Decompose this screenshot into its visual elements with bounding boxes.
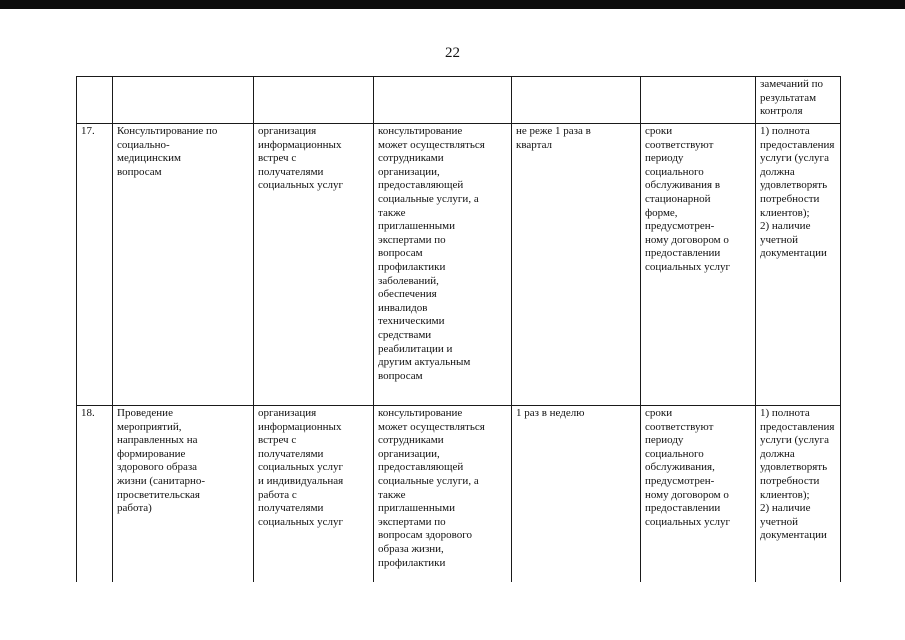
volume-cell: не реже 1 раза в квартал <box>512 124 641 406</box>
table-row-continuation <box>77 77 841 124</box>
quality-cell: 1) полнота предоставления услуги (услуга должна удовлетворять потребности клиентов); 2) наличие учетной документации <box>756 124 841 406</box>
table-cell <box>113 77 254 124</box>
table-cell <box>254 77 374 124</box>
service-name-cell: Консультирование по социально- медицинским вопросам <box>113 124 254 406</box>
row-number: 17. <box>77 124 113 406</box>
terms-cell: сроки соответствуют периоду социального обслуживания, предусмотрен- ному договором о предоставлении социальных услуг <box>641 406 756 583</box>
page-number: 22 <box>445 45 460 61</box>
table-cell <box>641 77 756 124</box>
table-cell <box>512 77 641 124</box>
terms-cell: сроки соответствуют периоду социального обслуживания в стационарной форме, предусмотрен- ному договором о предоставлении социальных услуг <box>641 124 756 406</box>
page-top-border <box>0 0 905 9</box>
quality-cell: 1) полнота предоставления услуги (услуга должна удовлетворять потребности клиентов); 2) наличие учетной документации <box>756 406 841 583</box>
table-cell <box>77 77 113 124</box>
volume-cell: 1 раз в неделю <box>512 406 641 583</box>
quality-cell: замечаний по результатам контроля <box>756 77 841 124</box>
conditions-cell: консультирование может осуществляться сотрудниками организации, предоставляющей социальные услуги, а также приглашенными экспертами по вопросам здорового образа жизни, профилактики <box>374 406 512 583</box>
service-name-cell: Проведение мероприятий, направленных на формирование здорового образа жизни (санитарно- просветительская работа) <box>113 406 254 583</box>
table-cell <box>374 77 512 124</box>
row-number: 18. <box>77 406 113 583</box>
service-description-cell: организация информационных встреч с получателями социальных услуг и индивидуальная работа с получателями социальных услуг <box>254 406 374 583</box>
conditions-cell: консультирование может осуществляться сотрудниками организации, предоставляющей социальные услуги, а также приглашенными экспертами по вопросам профилактики заболеваний, обеспечения инвалидов техническими средствами реабилитации и другим актуальным вопросам <box>374 124 512 406</box>
table-row <box>77 406 841 583</box>
services-table <box>76 76 841 582</box>
service-description-cell: организация информационных встреч с получателями социальных услуг <box>254 124 374 406</box>
table-row <box>77 124 841 406</box>
